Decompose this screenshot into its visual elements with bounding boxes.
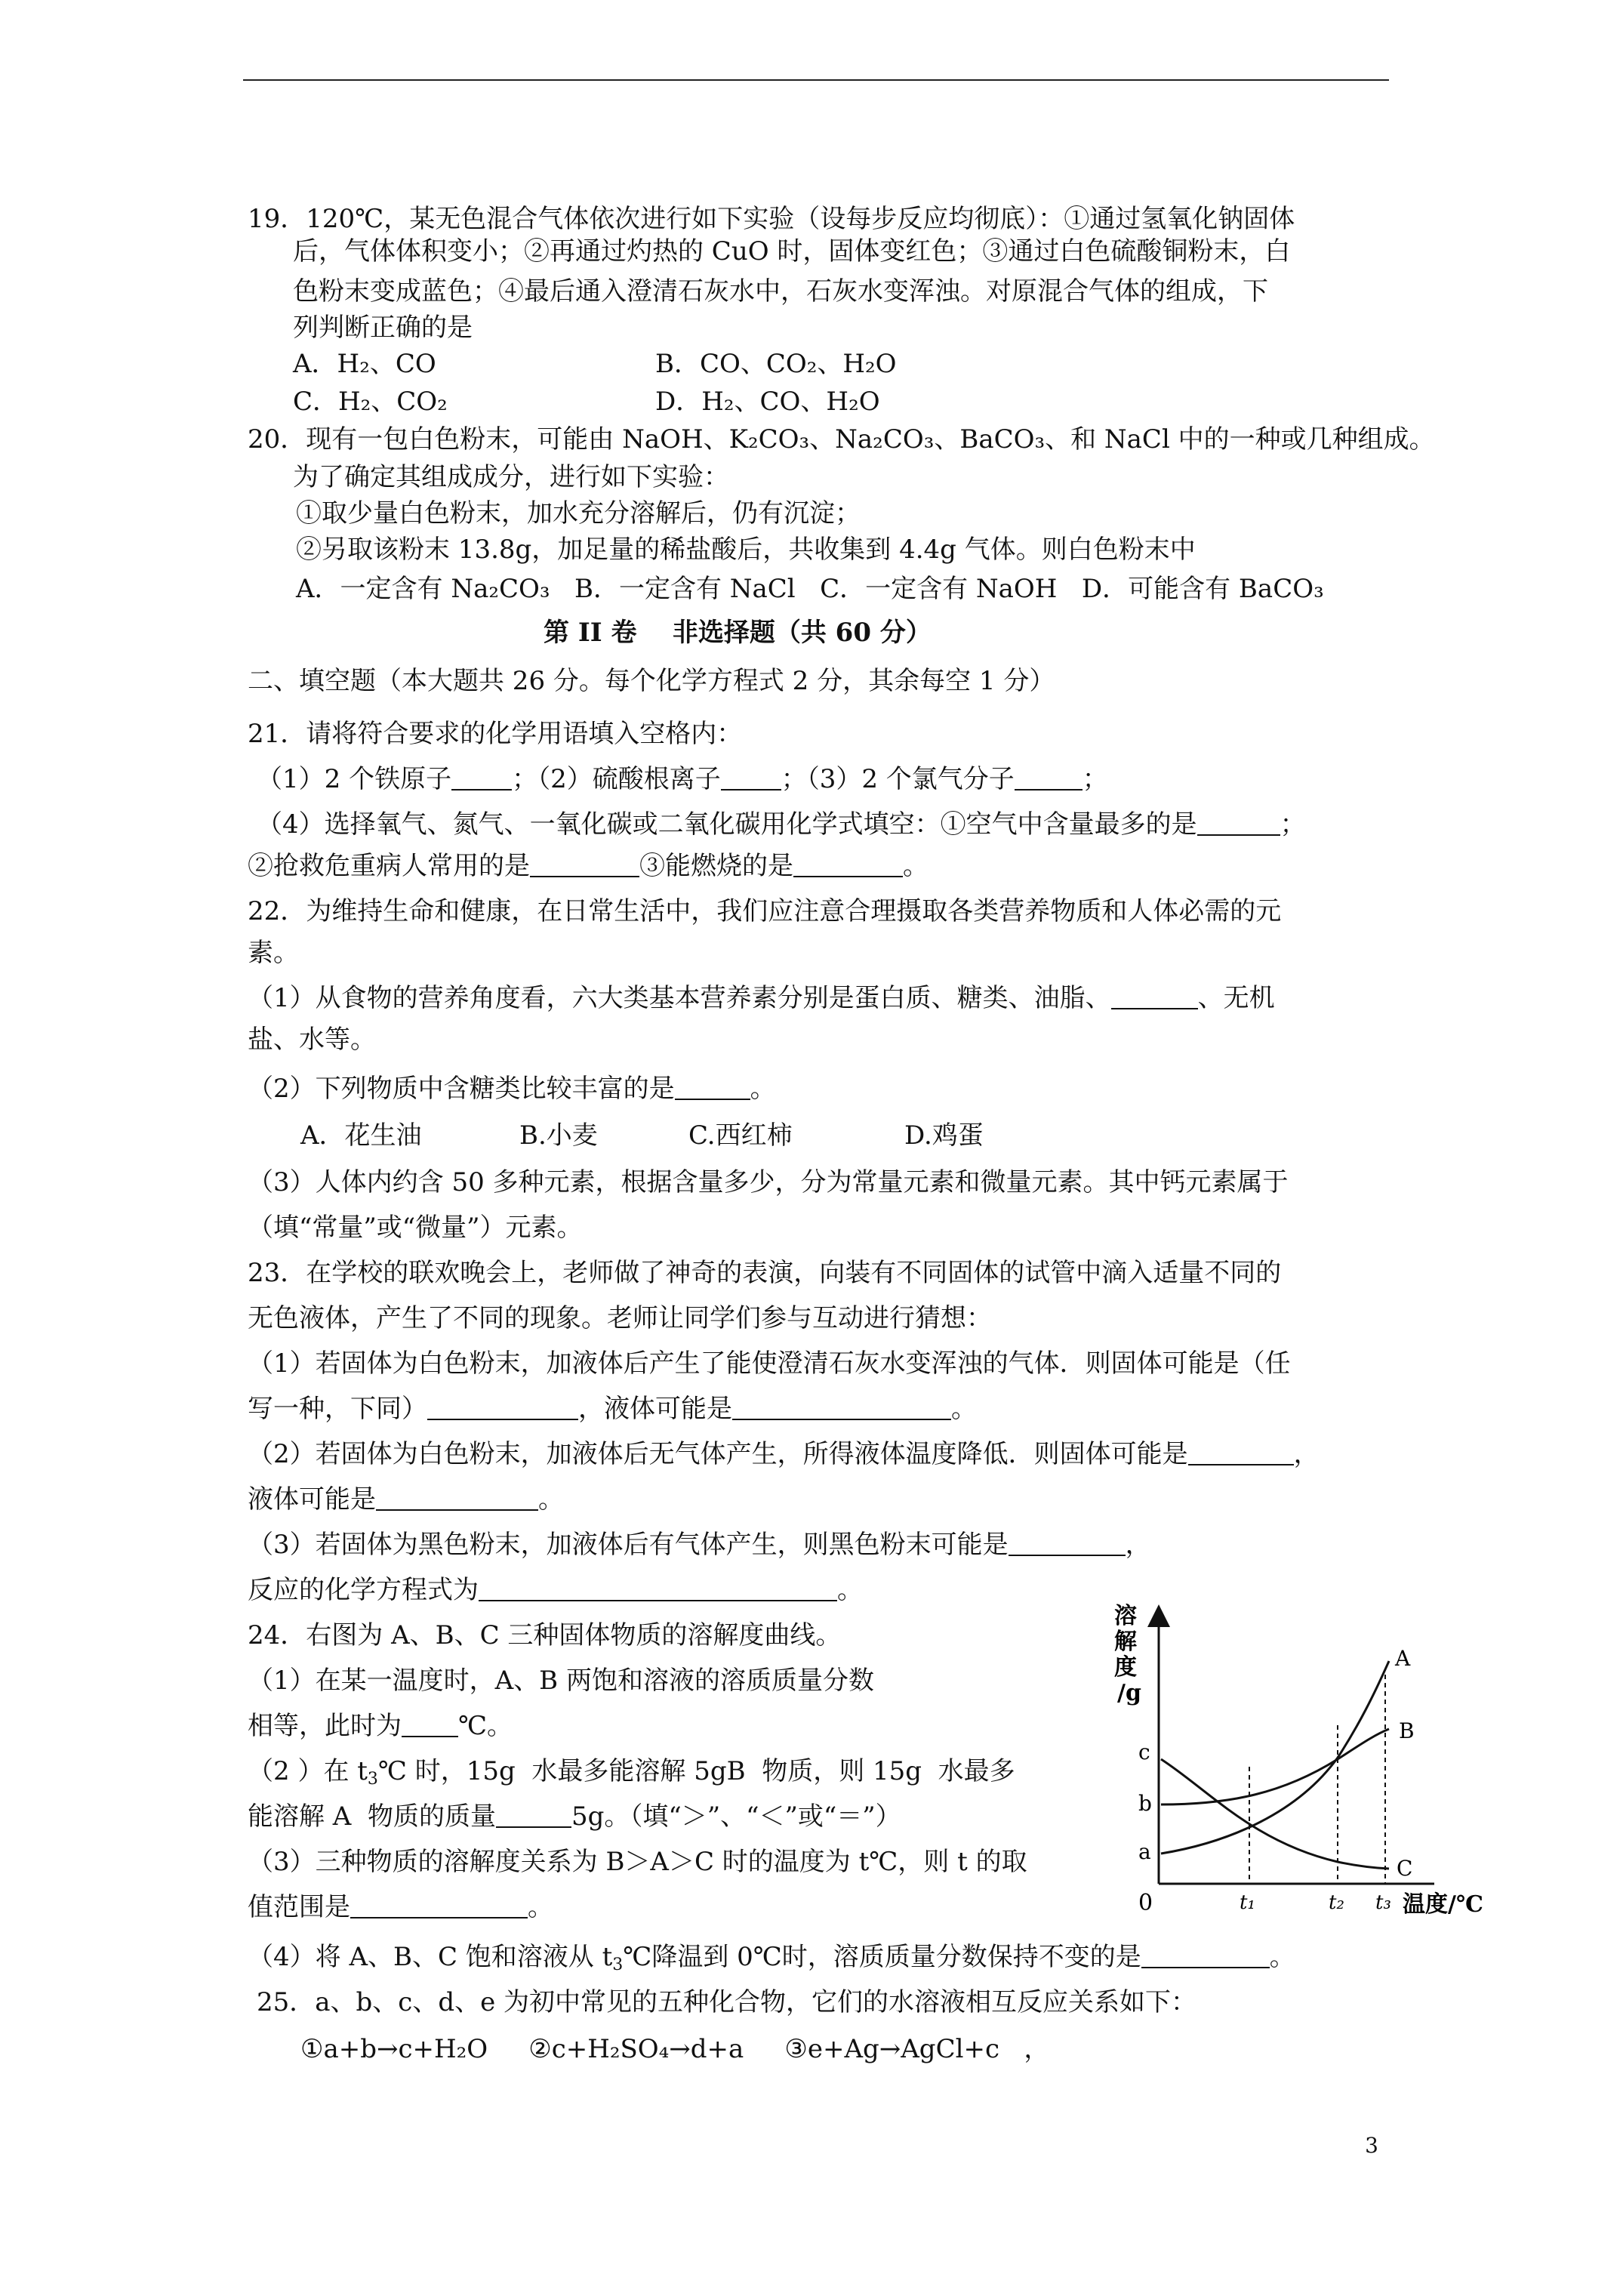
page-number: 3 — [1365, 2133, 1378, 2158]
answer-blank[interactable] — [402, 1713, 458, 1737]
q22-line7: （3）人体内约含 50 多种元素，根据含量多少，分为常量元素和微量元素。其中钙元素属于 — [248, 1167, 1289, 1197]
q21-line2 — [257, 763, 1108, 796]
q21-line4-c: 。 — [903, 851, 929, 881]
q21-part2-text: ；（2）硫酸根离子 — [512, 764, 721, 794]
q21-line3 — [257, 808, 1306, 841]
origin-label: 0 — [1138, 1890, 1153, 1916]
q24-line7-a: 值范围是 — [248, 1892, 350, 1922]
q24-line8-c: 。 — [1269, 1942, 1295, 1972]
q21-part3-text: ；（3）2 个氯气分子 — [781, 764, 1015, 794]
q23-line6-b: 。 — [538, 1484, 564, 1515]
q19-line2: 后，气体体积变小；②再通过灼热的 CuO 时，固体变红色；③通过白色硫酸铜粉末，白 — [293, 236, 1291, 267]
label-b-tick: b — [1138, 1791, 1152, 1816]
q24-line8-b: ℃降温到 0℃时，溶质质量分数保持不变的是 — [623, 1942, 1141, 1972]
q24-line4-subscript: 3 — [367, 1770, 378, 1789]
q23-line5-a: （2）若固体为白色粉末，加液体后无气体产生，所得液体温度降低．则固体可能是 — [248, 1439, 1188, 1469]
q20-line3: ①取少量白色粉末，加水充分溶解后，仍有沉淀； — [296, 498, 861, 529]
label-a-tick: a — [1138, 1839, 1151, 1864]
q19-line4: 列判断正确的是 — [293, 313, 473, 343]
q24-line4 — [248, 1755, 1015, 1788]
q24-line5 — [248, 1800, 901, 1833]
q23-line4-b: ，液体可能是 — [578, 1394, 732, 1424]
curve-c-label: C — [1397, 1856, 1413, 1881]
q22-line2: 素。 — [248, 938, 299, 968]
q21-line1: 21．请将符合要求的化学用语填入空格内： — [248, 719, 743, 749]
q23-line1: 23．在学校的联欢晚会上，老师做了神奇的表演，向装有不同固体的试管中滴入适量不同的 — [248, 1258, 1282, 1288]
q24-line7-b: 。 — [528, 1892, 553, 1922]
y-axis-label-char: 解 — [1114, 1629, 1137, 1655]
q19-line1: 19．120℃，某无色混合气体依次进行如下实验（设每步反应均彻底）：①通过氢氧化钠固体 — [248, 204, 1295, 234]
q23-line4 — [248, 1392, 977, 1425]
header-rule — [243, 79, 1389, 81]
q22-option-c: C.西红柿 — [688, 1120, 793, 1151]
q24-line3 — [248, 1709, 513, 1743]
q20-line1: 20．现有一包白色粉末，可能由 NaOH、K₂CO₃、Na₂CO₃、BaCO₃、和 NaCl 中的一种或几种组成。 — [248, 424, 1435, 455]
q23-line8 — [248, 1573, 863, 1607]
q24-line8-a: （4）将 A、B、C 饱和溶液从 t — [248, 1942, 613, 1972]
q23-line5 — [248, 1438, 1320, 1471]
q23-line6-a: 液体可能是 — [248, 1484, 376, 1515]
q19-option-c: C．H₂、CO₂ — [293, 387, 448, 417]
q22-line1: 22．为维持生命和健康，在日常生活中，我们应注意合理摄取各类营养物质和人体必需的元 — [248, 896, 1282, 926]
y-axis-label — [1114, 1603, 1144, 1706]
q23-line7 — [248, 1528, 1151, 1561]
curve-b — [1161, 1729, 1389, 1804]
q23-line6 — [248, 1483, 564, 1516]
q23-line2: 无色液体，产生了不同的现象。老师让同学们参与互动进行猜想： — [248, 1303, 992, 1333]
q21-line3-text: （4）选择氧气、氮气、一氧化碳或二氧化碳用化学式填空：①空气中含量最多的是 — [257, 809, 1197, 840]
answer-blank[interactable] — [793, 853, 903, 877]
answer-blank[interactable] — [496, 1804, 571, 1828]
q22-line5-b: 。 — [750, 1074, 776, 1104]
q21-part1-text: （1）2 个铁原子 — [257, 764, 452, 794]
q19-line3: 色粉末变成蓝色；④最后通入澄清石灰水中，石灰水变浑浊。对原混合气体的组成，下 — [293, 276, 1268, 307]
y-axis-label-char: 度 — [1114, 1654, 1137, 1681]
q20-line4: ②另取该粉末 13.8g，加足量的稀盐酸后，共收集到 4.4g 气体。则白色粉末中 — [296, 535, 1196, 565]
q22-line5 — [248, 1072, 776, 1105]
q23-line8-a: 反应的化学方程式为 — [248, 1575, 479, 1605]
answer-blank[interactable] — [427, 1396, 578, 1420]
q22-line3-b: 、无机 — [1197, 983, 1275, 1013]
answer-blank[interactable] — [721, 766, 781, 791]
t2-label: t₂ — [1329, 1891, 1344, 1914]
q23-line8-b: 。 — [837, 1575, 863, 1605]
t3-label: t₃ — [1375, 1891, 1391, 1914]
q20-line2: 为了确定其组成成分，进行如下实验： — [293, 462, 729, 492]
curve-a — [1161, 1661, 1389, 1854]
y-axis-label-char: 溶 — [1114, 1603, 1137, 1629]
q23-line5-b: ， — [1293, 1439, 1320, 1469]
q24-line4-a: （2 ）在 t — [248, 1756, 368, 1786]
q22-option-a: A．花生油 — [300, 1120, 422, 1151]
q24-line7 — [248, 1891, 553, 1924]
q21-line3-end: ； — [1280, 809, 1306, 840]
q24-line2: （1）在某一温度时，A、B 两饱和溶液的溶质质量分数 — [248, 1666, 874, 1696]
answer-blank[interactable] — [376, 1487, 538, 1511]
q24-line3-b: ℃。 — [458, 1711, 513, 1741]
q24-line3-a: 相等，此时为 — [248, 1711, 402, 1741]
q19-option-b: B．CO、CO₂、H₂O — [655, 349, 897, 379]
q23-line7-b: ， — [1125, 1530, 1151, 1560]
q20-options: A．一定含有 Na₂CO₃ B．一定含有 NaCl C．一定含有 NaOH D．可能含有 BaCO₃ — [296, 574, 1324, 604]
answer-blank[interactable] — [350, 1894, 528, 1918]
section2-heading: 二、填空题（本大题共 26 分。每个化学方程式 2 分，其余每空 1 分） — [248, 666, 1055, 696]
q23-line3: （1）若固体为白色粉末，加液体后产生了能使澄清石灰水变浑浊的气体．则固体可能是（任 — [248, 1348, 1291, 1379]
y-axis-label-unit: /g — [1117, 1680, 1141, 1706]
q23-line7-a: （3）若固体为黑色粉末，加液体后有气体产生，则黑色粉末可能是 — [248, 1530, 1009, 1560]
answer-blank[interactable] — [732, 1396, 951, 1420]
answer-blank[interactable] — [1111, 985, 1198, 1009]
q19-option-a: A．H₂、CO — [293, 349, 436, 379]
curve-b-label: B — [1399, 1718, 1415, 1743]
q22-line3 — [248, 982, 1275, 1015]
q24-line1: 24．右图为 A、B、C 三种固体物质的溶解度曲线。 — [248, 1620, 842, 1650]
q23-line4-c: 。 — [951, 1394, 977, 1424]
q24-line5-a: 能溶解 A 物质的质量 — [248, 1801, 496, 1832]
q19-option-d: D．H₂、CO、H₂O — [655, 387, 880, 417]
answer-blank[interactable] — [479, 1577, 837, 1601]
q24-line4-b: ℃ 时，15g 水最多能溶解 5gB 物质，则 15g 水最多 — [377, 1756, 1015, 1786]
q25-line1: 25．a、b、c、d、e 为初中常见的五种化合物，它们的水溶液相互反应关系如下： — [257, 1987, 1197, 2017]
solubility-curve-figure — [1102, 1601, 1487, 1918]
q22-line4: 盐、水等。 — [248, 1025, 376, 1055]
answer-blank[interactable] — [1009, 1532, 1126, 1556]
q22-line3-a: （1）从食物的营养角度看，六大类基本营养素分别是蛋白质、糖类、油脂、 — [248, 983, 1111, 1013]
curve-a-label: A — [1395, 1646, 1411, 1671]
q21-line4-a: ②抢救危重病人常用的是 — [248, 851, 530, 881]
answer-blank[interactable] — [675, 1076, 750, 1100]
answer-blank[interactable] — [451, 766, 512, 791]
answer-blank[interactable] — [1188, 1441, 1294, 1465]
part2-title: 第 II 卷 非选择题（共 60 分） — [544, 618, 932, 648]
q22-option-b: B.小麦 — [519, 1120, 598, 1151]
answer-blank[interactable] — [1141, 1944, 1270, 1968]
q25-line2: ①a+b→c+H₂O ②c+H₂SO₄→d+a ③e+Ag→AgCl+c ， — [300, 2034, 1050, 2064]
q21-part4-text: ； — [1082, 764, 1108, 794]
q24-line8 — [248, 1940, 1295, 1974]
label-c-tick: c — [1138, 1740, 1150, 1764]
q21-line4-b: ③能燃烧的是 — [639, 851, 793, 881]
q24-line8-subscript: 3 — [612, 1955, 624, 1974]
q24-line5-b: 5g。（填“＞”、“＜”或“＝”） — [571, 1801, 901, 1832]
q22-line8: （填“常量”或“微量”）元素。 — [248, 1213, 583, 1243]
answer-blank[interactable] — [530, 853, 639, 877]
q24-line6: （3）三种物质的溶解度关系为 B＞A＞C 时的温度为 t℃，则 t 的取 — [248, 1847, 1027, 1877]
q22-line5-a: （2）下列物质中含糖类比较丰富的是 — [248, 1074, 675, 1104]
q21-line4 — [248, 849, 929, 883]
t1-label: t₁ — [1240, 1891, 1255, 1914]
answer-blank[interactable] — [1197, 812, 1280, 836]
answer-blank[interactable] — [1015, 766, 1083, 791]
q23-line4-a: 写一种，下同） — [248, 1394, 427, 1424]
x-axis-label: 温度/℃ — [1403, 1891, 1483, 1918]
q22-option-d: D.鸡蛋 — [904, 1120, 984, 1151]
